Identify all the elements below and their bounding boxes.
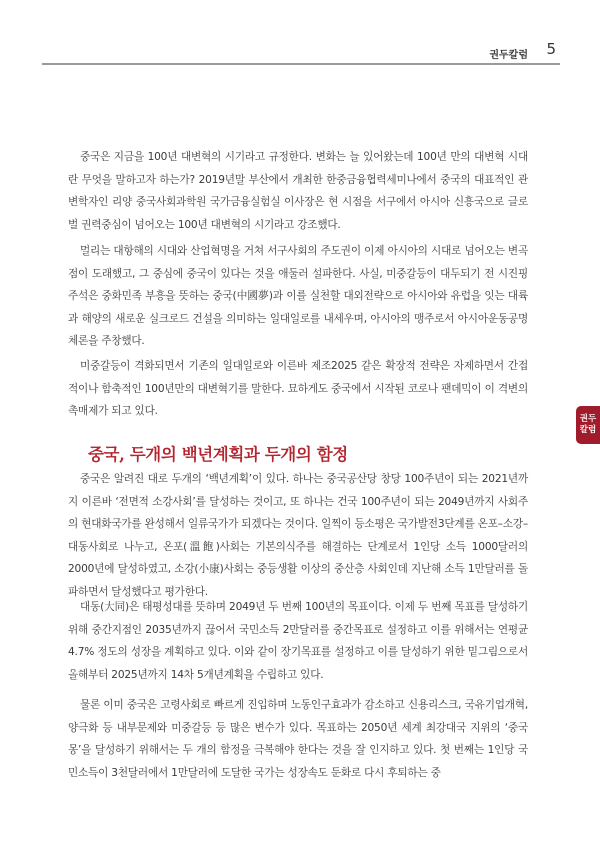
intro-paragraph-1: 중국은 지금을 100년 대변혁의 시기라고 규정한다. 변화는 늘 있어왔는데 100년 만의 대변혁 시대란 무엇을 말하고자 하는가? 2019년말 부산에서 개최한 한중금융협력세미나에서 중국의 대표적인 관변학자인 리양 중국사회과학원 국가금융실험실 이사장은 현 시점을 서구에서 아시아 신흥국으로 글로벌 권력중심이 넘어오는 100년 대변혁의 시기라고 강조했다. [68,151,528,231]
header-rule [42,63,560,65]
intro-paragraph-3: 미중갈등이 격화되면서 기존의 일대일로와 이른바 제조2025 같은 확장적 전략은 자제하면서 간접적이나 함축적인 100년만의 대변혁기를 말한다. 묘하게도 중국에서 시작된 코로나 팬데믹이 이 격변의 촉매제가 되고 있다. [68,360,528,418]
section-heading: 중국, 두개의 백년계획과 두개의 함정 [88,445,348,464]
page-number: 5 [546,40,556,58]
side-tab-line1: 권두 [579,414,597,424]
running-header [0,40,600,70]
section-paragraph-1: 중국은 알려진 대로 두개의 ‘백년계획’이 있다. 하나는 중국공산당 창당 100주년이 되는 2021년까지 이른바 ‘전면적 소강사회’를 달성하는 것이고, 또 하나는 건국 100주년이 되는 2049년까지 사회주의 현대화국가를 완성해서 일류국가가 되겠다는 것이다. 일찍이 등소평은 국가발전3단계를 온포–소강–대동사회로 나누고, 온포(溫飽)사회는 기본의식주를 해결하는 단계로서 1인당 소득 1000달러의 2000년에 달성하였고, 소강(小康)사회는 중등생활 이상의 중산층 사회인데 지난해 소득 1만달러를 돌파하면서 달성했다고 평가한다. [68,473,528,598]
section-paragraph-2: 대동(大同)은 태평성대를 뜻하며 2049년 두 번째 100년의 목표이다. 이제 두 번째 목표를 달성하기 위해 중간지점인 2035년까지 끊어서 국민소득 2만달러를 중간목표로 설정하고 이를 위해서는 연평균 4.7% 정도의 성장을 계획하고 있다. 이와 같이 장기목표를 설정하고 이를 달성하기 위한 밑그림으로서 올해부터 2025년까지 14차 5개년계획을 수립하고 있다. [68,601,528,681]
section-paragraph-3: 물론 이미 중국은 고령사회로 빠르게 진입하며 노동인구효과가 감소하고 신용리스크, 국유기업개혁, 양극화 등 내부문제와 미중갈등 등 많은 변수가 있다. 목표하는 2050년 세계 최강대국 지위의 ‘중국몽’을 달성하기 위해서는 두 개의 함정을 극복해야 한다는 것을 잘 인지하고 있다. 첫 번째는 1인당 국민소득이 3천달러에서 1만달러에 도달한 국가는 성장속도 둔화로 다시 후퇴하는 중 [68,699,528,779]
side-tab [576,406,600,444]
side-tab-line2: 칼럼 [579,425,597,435]
section-name: 권두칼럼 [489,50,528,61]
intro-paragraph-2: 멀리는 대항해의 시대와 산업혁명을 거쳐 서구사회의 주도권이 이제 아시아의 시대로 넘어오는 변곡점이 도래했고, 그 중심에 중국이 있다는 것을 애둘러 설파한다. 사실, 미중갈등이 대두되기 전 시진핑 주석은 중화민족 부흥을 뜻하는 중국(中國夢)과 이를 실천할 대외전략으로 아시아와 유럽을 잇는 대륙과 해양의 새로운 실크로드 건설을 의미하는 일대일로를 내세우며, 아시아의 맹주로서 아시아운동공명체론을 주창했다. [68,245,528,348]
